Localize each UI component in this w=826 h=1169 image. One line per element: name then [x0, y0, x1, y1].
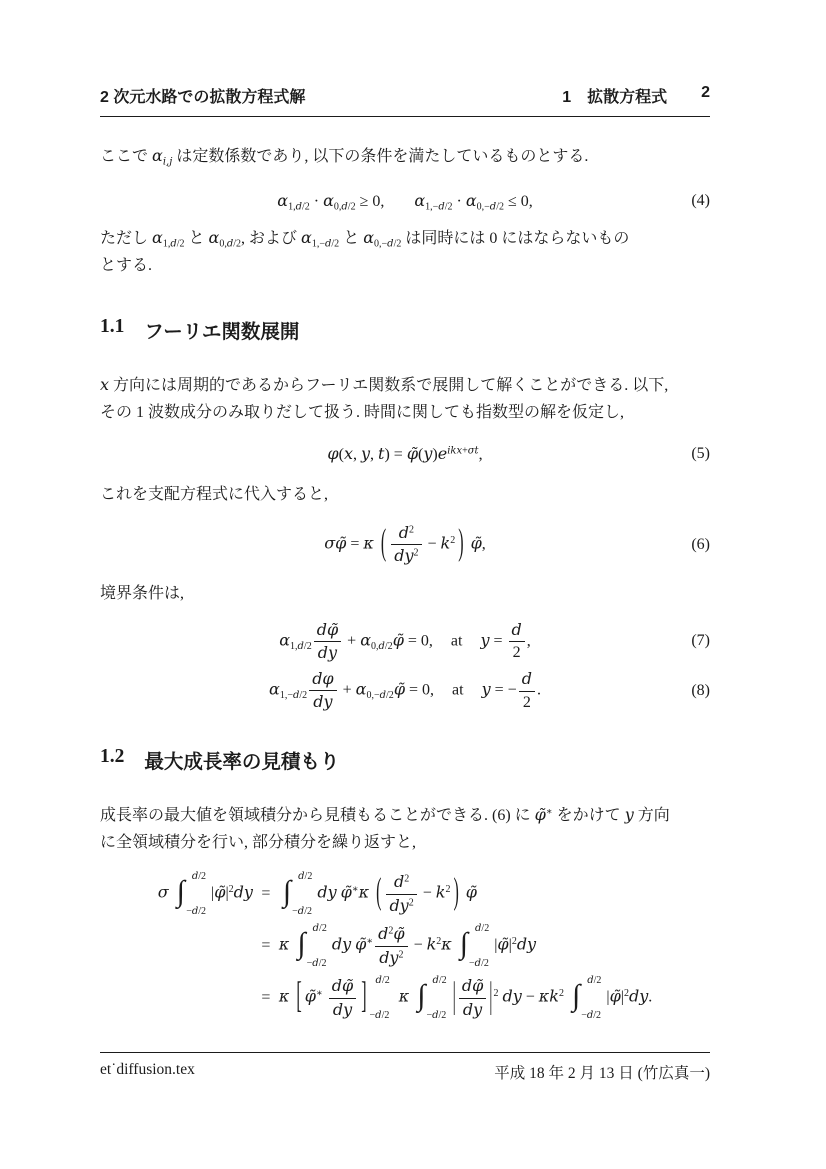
paragraph-boundary-conditions: 境界条件は, — [100, 584, 185, 602]
section-1-1-number: 1.1 — [100, 315, 125, 337]
page-header — [100, 84, 710, 117]
equation-7-body: $\alpha_{1,d/2}$ $\frac{d\varphĩ}{dy}$ + $\alpha_{0,d/2}\varphĩ = 0$, at y = $\frac{d}{2}$ , — [279, 619, 531, 662]
header-section-title: 1 拡散方程式 — [562, 89, 668, 106]
equation-array — [100, 871, 710, 1021]
equation-5 — [100, 444, 710, 464]
eqnarray-row3-relation: = — [261, 989, 271, 1006]
equation-5-number: (5) — [691, 445, 710, 463]
page-footer — [100, 1052, 710, 1083]
eqnarray-row1-lhs: σ ∫ d/2 −d/2 $|\varphĩ|^2dy$ — [157, 871, 253, 917]
header-page-number: 2 — [701, 84, 710, 101]
eqnarray-row3-rhs: κ [ φ̃∗ $\frac{d\varphĩ}{dy}$ ] d/2 −d/2 κ ∫ d/2 −d/2 | $\frac{d\varphĩ}{dy}$ $|^2$ dy − $\kappa k^2$ ∫ d/2 −d/2 $|\varphĩ|^2dy$. — [278, 975, 653, 1021]
equation-5-body: φ(x, y, $t) = \varphĩ(y)e^{ikx+\sigma t}$, — [327, 444, 483, 464]
eqnarray-row1-rhs: ∫ d/2 −d/2 dy φ̃∗κ ( $\frac{d^2}{dy^2}$ − $k^2$ ) φ̃ — [282, 871, 477, 917]
eqnarray-row2-relation: = — [261, 937, 271, 954]
section-1-1-title: フーリエ関数展開 — [144, 320, 300, 343]
equation-6-body: σφ̃ = κ ( $\frac{d^2}{dy^2}$ − $k^2$ ) φ̃, — [324, 523, 486, 566]
equation-6 — [100, 523, 710, 566]
section-heading-1-1 — [100, 316, 710, 344]
equation-7-number: (7) — [691, 632, 710, 650]
header-left-title: 2 次元水路での拡散方程式解 — [100, 89, 306, 106]
footer-date: 平成 18 年 2 月 13 日 (竹広真一) — [494, 1065, 710, 1082]
equation-4-body: $\alpha_{1,d/2} \cdot \alpha_{0,d/2} \ge 0$, $\alpha_{1,-d/2} \cdot \alpha_{0,-d/2} \le 0$, — [277, 190, 533, 213]
header-right — [562, 84, 710, 107]
paragraph-nonzero-condition: ただし $\alpha_{1,d/2}$ と $\alpha_{0,d/2}$, および $\alpha_{1,-d/2}$ と $\alpha_{0,-d/2}$ は同時には 0 にはならないもの とする. — [100, 227, 630, 274]
equation-4-number: (4) — [691, 191, 710, 209]
equation-8-number: (8) — [691, 681, 710, 699]
paragraph-growth-rate-estimate: 成長率の最大値を領域積分から見積もることができる. (6) に φ̃∗ をかけて y 方向 に全領域積分を行い, 部分積分を繰り返すと, — [100, 805, 670, 852]
section-1-2-title: 最大成長率の見積もり — [144, 751, 340, 774]
equation-8 — [100, 669, 710, 712]
section-1-2-number: 1.2 — [100, 746, 125, 768]
equation-8-body: $\alpha_{1,-d/2}$ $\frac{d\varphi}{dy}$ + $\alpha_{0,-d/2}\varphĩ = 0$, at y = − $\frac{d}{2}$ . — [269, 668, 541, 712]
paragraph-substitute-governing: これを支配方程式に代入すると, — [100, 486, 329, 504]
equation-4 — [100, 191, 710, 211]
equation-7 — [100, 620, 710, 663]
paragraph-coefficient-condition: ここで $\alpha_{i,j}$ は定数係数であり, 以下の条件を満たしているものとする. — [100, 146, 589, 168]
paragraph-fourier-expansion: x 方向には周期的であるからフーリエ関数系で展開して解くことができる. 以下, その 1 波数成分のみ取りだして扱う. 時間に関しても指数型の解を仮定し, — [100, 374, 669, 421]
equation-6-number: (6) — [691, 535, 710, 553]
eqnarray-row1-relation: = — [261, 885, 271, 902]
footer-filename: et˙diffusion.tex — [100, 1061, 195, 1078]
section-heading-1-2 — [100, 746, 710, 774]
eqnarray-row2-rhs: κ ∫ d/2 −d/2 dy φ̃∗ $\frac{d^2\varphĩ}{dy^2}$ − $k^2\kappa$ ∫ d/2 −d/2 $|\varphĩ|^2dy$ — [278, 923, 537, 969]
